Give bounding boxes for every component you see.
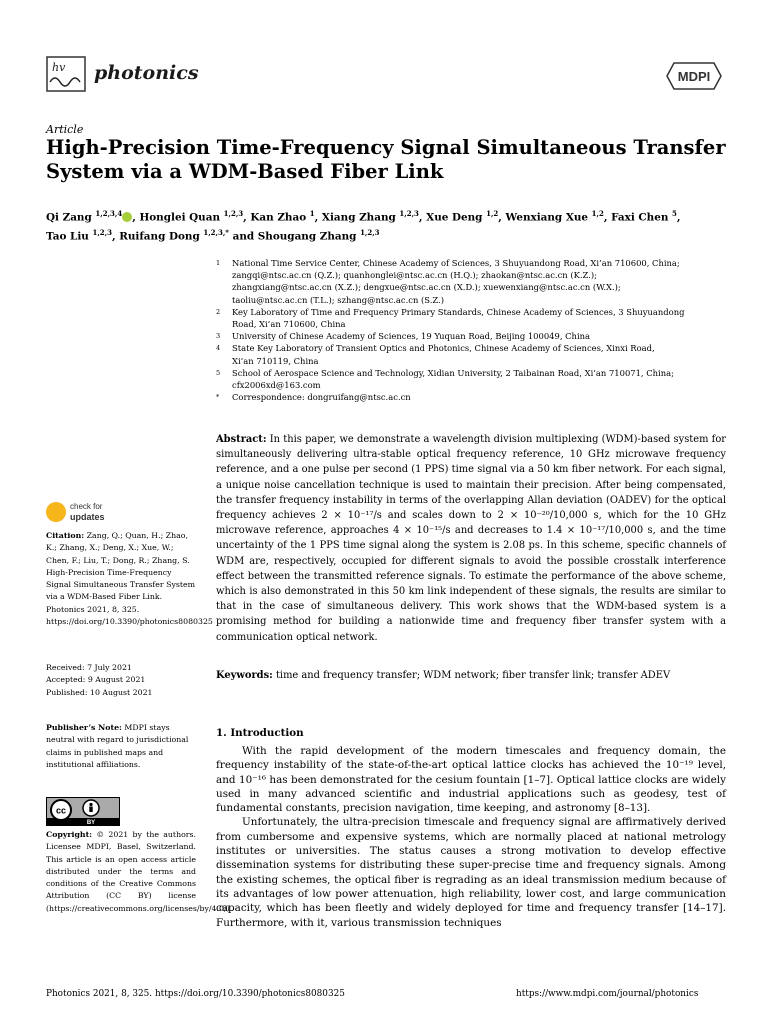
journal-name: photonics [94, 62, 199, 84]
cc-by-license-icon[interactable] [46, 797, 120, 826]
dates-block: Received: 7 July 2021 Accepted: 9 August 2021 Published: 10 August 2021 [46, 663, 153, 697]
citation-block: Citation: Zang, Q.; Quan, H.; Zhao, K.; Zhang, X.; Deng, X.; Xue, W.; Chen, F.; Liu, T.; Dong, R.; Zhang, S. High-Precision Time-Frequency Signal Simultaneous Transfer System via a WDM-Based Fiber Link. Photonics 2021, 8, 325. https://doi.org/10.3390/photonics8080325 [46, 531, 213, 627]
affiliation-item: 3 University of Chinese Academy of Sciences, 19 Yuquan Road, Beijing 100049, China [216, 331, 591, 342]
publisher-note: Publisher’s Note: MDPI stays neutral with regard to jurisdictional claims in published maps and institutional affiliations. [46, 723, 189, 769]
affiliation-item: 5 School of Aerospace Science and Technology, Xidian University, 2 Taibainan Road, Xi’an 710071, China; cfx2006xd@163.com [216, 367, 674, 391]
keywords-text: time and frequency transfer; WDM network; fiber transfer link; transfer ADEV [275, 670, 671, 681]
logo-text: hv [52, 61, 66, 74]
affiliation-item: 4 State Key Laboratory of Transient Optics and Photonics, Chinese Academy of Sciences, Xinxi Road, Xi’an 710119, China [216, 343, 655, 366]
author-name: Faxi Chen [611, 211, 669, 224]
footer-citation[interactable]: Photonics 2021, 8, 325. https://doi.org/10.3390/photonics8080325 [46, 989, 345, 999]
introduction-body [216, 744, 726, 930]
affiliation-item: 2 Key Laboratory of Time and Frequency Primary Standards, Chinese Academy of Sciences, 3 Shuyuandong Road, Xi’an 710600, China [216, 306, 685, 330]
mdpi-logo [666, 62, 722, 90]
author-list: Qi Zang $^{1,2,3,4}$ , Honglei Quan $^{1,2,3}$, Kan Zhao $^1$, Xiang Zhang $^{1,2,3}$, Xue Deng $^{1,2}$, Wenxiang Xue $^{1,2}$, Faxi Chen $^5$, Tao Liu $^{1,2,3}$, Ruifang Dong $^{1,2,3,*}$ and Shougang Zhang $^{1,2,3}$ [46, 209, 681, 243]
author-name: Xue Deng [426, 211, 483, 224]
abstract [216, 432, 726, 645]
footer-journal-link[interactable]: https://www.mdpi.com/journal/photonics [516, 989, 699, 999]
author-name: Honglei Quan [139, 211, 221, 224]
mdpi-text: MDPI [677, 69, 711, 84]
journal-logo [46, 56, 86, 92]
orcid-icon[interactable] [122, 212, 132, 222]
copyright-block: Copyright: © 2021 by the authors. Licensee MDPI, Basel, Switzerland. This article is an open access article distributed under the terms and conditions of the Creative Commons Attribution (CC BY) license (https://creativecommons.org/licenses/by/4.0/). [46, 830, 233, 913]
author-name: Shougang Zhang [257, 230, 357, 243]
author-name: Qi Zang [46, 211, 92, 224]
author-name: Tao Liu [46, 230, 89, 243]
author-name: Ruifang Dong [119, 230, 200, 243]
section-heading: 1. Introduction [216, 727, 304, 739]
check-updates-icon [46, 502, 66, 522]
article-title: High-Precision Time-Frequency Signal Simultaneous Transfer System via a WDM-Based Fiber Link [46, 136, 726, 183]
paragraph: With the rapid development of the modern timescales and frequency domain, the frequency instability of the state-of-the-art optical lattice clocks has achieved the 10⁻¹⁹ level, and 10⁻¹⁶ has been demonstrated for the cesium fountain [1–7]. Optical lattice clocks are widely used in many advanced scientific and industrial applications such as geodesy, test of fundamental constants, precision navigation, time keeping, and astronomy [8–13]. [216, 745, 726, 815]
correspondence-item: * Correspondence: dongruifang@ntsc.ac.cn [216, 392, 411, 403]
abstract-label: Abstract: [216, 434, 267, 445]
keywords-label: Keywords: [216, 670, 273, 681]
affiliation-item: 1 National Time Service Center, Chinese Academy of Sciences, 3 Shuyuandong Road, Xi’an 710600, China; zangqi@ntsc.ac.cn (Q.Z.); quanhonglei@ntsc.ac.cn (H.Q.); zhaokan@ntsc.ac.cn (K.Z.); zhangxiang@ntsc.ac.cn (X.Z.); dengxue@ntsc.ac.cn (X.D.); xuewenxiang@ntsc.ac.cn (W.X.); taoliu@ntsc.ac.cn (T.L.); szhang@ntsc.ac.cn (S.Z.) [216, 258, 680, 305]
author-name: Xiang Zhang [321, 211, 396, 224]
author-name: Kan Zhao [250, 211, 307, 224]
abstract-text: In this paper, we demonstrate a wavelength division multiplexing (WDM)-based system for simultaneously delivering ultra-stable optical frequency reference, 10 GHz microwave frequency reference, and a one pulse per second (1 PPS) time signal via a 50 km fiber network. For each signal, a unique noise cancellation technique is used to maintain their precision. After being compensated, the transfer frequency instability in terms of the overlapping Allan deviation (OADEV) for the optical frequency achieves 2 × 10⁻¹⁷/s and scales down to 2 × 10⁻²⁰/10,000 s, which for the 10 GHz microwave reference, approaches 4 × 10⁻¹⁵/s and decreases to 1.4 × 10⁻¹⁷/10,000 s, and the time uncertainty of the 1 PPS time signal along the system is 2.08 ps. In this scheme, specific channels of WDM are, respectively, occupied for different signals to avoid the possible crosstalk interference effect between the transmitted reference signals. To estimate the performance of the above scheme, which is also demonstrated in this 50 km link independent of these signals, the results are similar to that in the case of simultaneous delivery. This work shows that the WDM-based system is a promising method for building a nationwide time and frequency fiber transfer system with a communication optical network. [216, 434, 726, 643]
paragraph: Unfortunately, the ultra-precision timescale and frequency signal are affirmatively derived from cumbersome and expensive systems, which are normally placed at national metrology institutes or universities. The status causes a strong motivation to develop effective dissemination systems for distributing these super-precise time and frequency signals. Among the existing schemes, the optical fiber is regrading as an ideal transmission medium because of its advantages of low power attenuation, high reliability, lower cost, and large communication capacity, which has been fleetly and widely deployed for time and frequency transfer [14–17]. Furthermore, with it, various transmission techniques [216, 816, 726, 929]
keywords [216, 668, 726, 683]
affiliations [216, 257, 726, 403]
check-for-updates-button[interactable]: check for updates [46, 500, 126, 524]
svg-text:cc: cc [55, 805, 67, 816]
author-name: Wenxiang Xue [505, 211, 589, 224]
article-type-label: Article [46, 123, 84, 136]
svg-text:BY: BY [86, 820, 96, 825]
